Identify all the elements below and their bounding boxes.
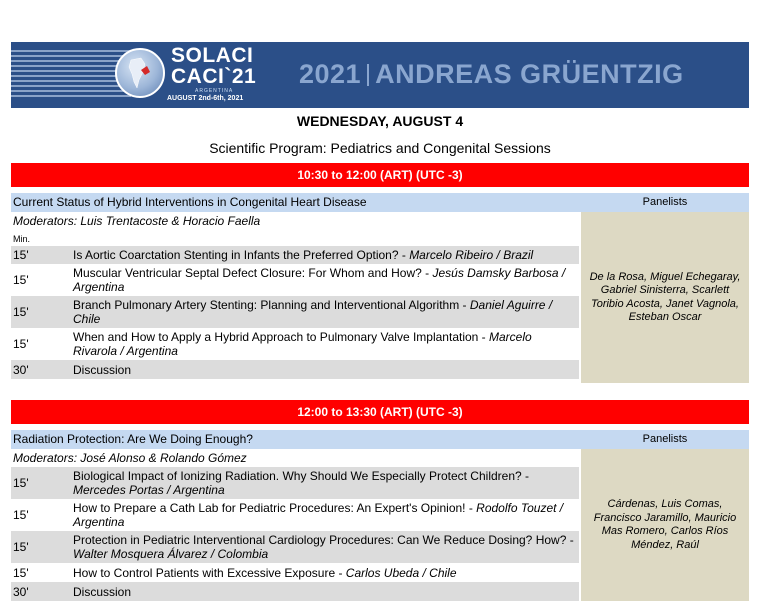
banner-stripes bbox=[11, 50, 131, 100]
talk-text bbox=[73, 533, 577, 561]
talk-text bbox=[73, 248, 577, 262]
talk-row bbox=[11, 296, 579, 328]
talk-duration: 15' bbox=[13, 540, 29, 554]
talk-text bbox=[73, 330, 577, 358]
day-heading: WEDNESDAY, AUGUST 4 bbox=[296, 113, 464, 129]
talk-row bbox=[11, 246, 579, 264]
talk-title: Discussion bbox=[73, 584, 132, 599]
talk-duration: 15' bbox=[13, 248, 29, 262]
talk-row bbox=[11, 531, 579, 563]
session-header bbox=[11, 193, 749, 212]
moderators: Moderators: Luis Trentacoste & Horacio Faella bbox=[13, 214, 261, 228]
talk-title: Is Aortic Coarctation Stenting in Infants the Preferred Option? - bbox=[73, 248, 410, 262]
talk-duration: 15' bbox=[13, 476, 29, 490]
talk-speaker: Jesús Damsky Barbosa / Argentina bbox=[73, 266, 566, 294]
banner-title bbox=[299, 59, 684, 90]
talk-row bbox=[11, 264, 579, 296]
talk-text bbox=[73, 585, 577, 599]
banner-year: 2021 bbox=[299, 59, 362, 89]
session-block-1 bbox=[11, 163, 749, 379]
talk-text bbox=[73, 469, 577, 497]
talk-speaker: Carlos Ubeda / Chile bbox=[345, 565, 457, 580]
talk-title: How to Control Patients with Excessive Exposure - bbox=[73, 565, 346, 580]
talk-title: How to Prepare a Cath Lab for Pediatric Procedures: An Expert's Opinion! - bbox=[73, 501, 477, 515]
talk-title: Muscular Ventricular Septal Defect Closure: For Whom and How? - bbox=[73, 266, 433, 280]
talk-duration: 15' bbox=[13, 273, 29, 287]
logo-country-text: ARGENTINA bbox=[195, 88, 234, 94]
session-time-bar: 10:30 to 12:00 (ART) (UTC -3) bbox=[11, 163, 749, 187]
logo-dates-text: AUGUST 2nd-6th, 2021 bbox=[167, 95, 244, 102]
session-time-bar: 12:00 to 13:30 (ART) (UTC -3) bbox=[11, 400, 749, 424]
talk-duration: 30' bbox=[13, 584, 29, 599]
talk-row bbox=[11, 360, 579, 379]
globe-logo-icon bbox=[115, 48, 165, 98]
talk-title: Branch Pulmonary Artery Stenting: Planning and Interventional Algorithm - bbox=[73, 298, 470, 312]
panelists-box bbox=[581, 449, 749, 601]
program-heading: Scientific Program: Pediatrics and Congenital Sessions bbox=[209, 140, 551, 156]
talk-row bbox=[11, 499, 579, 531]
talk-speaker: Marcelo Ribeiro / Brazil bbox=[409, 248, 534, 262]
talk-duration: 15' bbox=[13, 508, 29, 522]
min-label: Min. bbox=[13, 234, 31, 244]
talk-row bbox=[11, 582, 579, 601]
talk-speaker: Walter Mosquera Álvarez / Colombia bbox=[73, 547, 269, 561]
talk-text bbox=[73, 266, 577, 294]
talk-title: Protection in Pediatric Interventional Cardiology Procedures: Can We Reduce Dosing? How? - bbox=[73, 533, 574, 547]
session-title: Current Status of Hybrid Interventions in Congenital Heart Disease bbox=[13, 195, 367, 209]
talk-text bbox=[73, 566, 577, 580]
talk-title: Biological Impact of Ionizing Radiation. Why Should We Especially Protect Children? - bbox=[73, 469, 529, 483]
talk-speaker: Rodolfo Touzet / Argentina bbox=[73, 501, 564, 529]
talk-row bbox=[11, 563, 579, 582]
logo-caci-text: CACI`21 bbox=[171, 65, 257, 88]
talk-text bbox=[73, 501, 577, 529]
talk-duration: 15' bbox=[13, 565, 29, 580]
session-block-2 bbox=[11, 400, 749, 601]
talk-duration: 15' bbox=[13, 305, 29, 319]
panelists-box bbox=[581, 212, 749, 383]
talk-title: Discussion bbox=[73, 362, 132, 377]
talk-text bbox=[73, 298, 577, 326]
moderators: Moderators: José Alonso & Rolando Gómez bbox=[13, 451, 247, 465]
talk-speaker: Mercedes Portas / Argentina bbox=[73, 483, 225, 497]
talk-duration: 15' bbox=[13, 337, 29, 351]
session-header bbox=[11, 430, 749, 449]
talk-title: When and How to Apply a Hybrid Approach to Pulmonary Valve Implantation - bbox=[73, 330, 489, 344]
talk-row bbox=[11, 467, 579, 499]
talk-duration: 30' bbox=[13, 362, 29, 377]
talk-text bbox=[73, 363, 577, 377]
panelists-label: Panelists bbox=[642, 196, 688, 208]
event-banner bbox=[11, 42, 749, 108]
banner-lecture-name: ANDREAS GRÜENTZIG bbox=[375, 59, 684, 89]
panelists-names: De la Rosa, Miguel Echegaray, Gabriel Sinisterra, Scarlett Toribio Acosta, Janet Vagnola, Esteban Oscar bbox=[589, 270, 741, 323]
talk-speaker: Daniel Aguirre / Chile bbox=[73, 298, 553, 326]
talk-row bbox=[11, 328, 579, 360]
logo-solaci-text: SOLACI bbox=[171, 44, 254, 67]
session-title: Radiation Protection: Are We Doing Enough? bbox=[13, 432, 253, 446]
panelists-names: Cárdenas, Luis Comas, Francisco Jaramillo, Mauricio Mas Romero, Carlos Ríos Méndez, Raúl bbox=[593, 498, 737, 551]
talk-speaker: Marcelo Rivarola / Argentina bbox=[73, 330, 532, 358]
banner-separator bbox=[367, 64, 369, 86]
panelists-label: Panelists bbox=[642, 433, 688, 445]
